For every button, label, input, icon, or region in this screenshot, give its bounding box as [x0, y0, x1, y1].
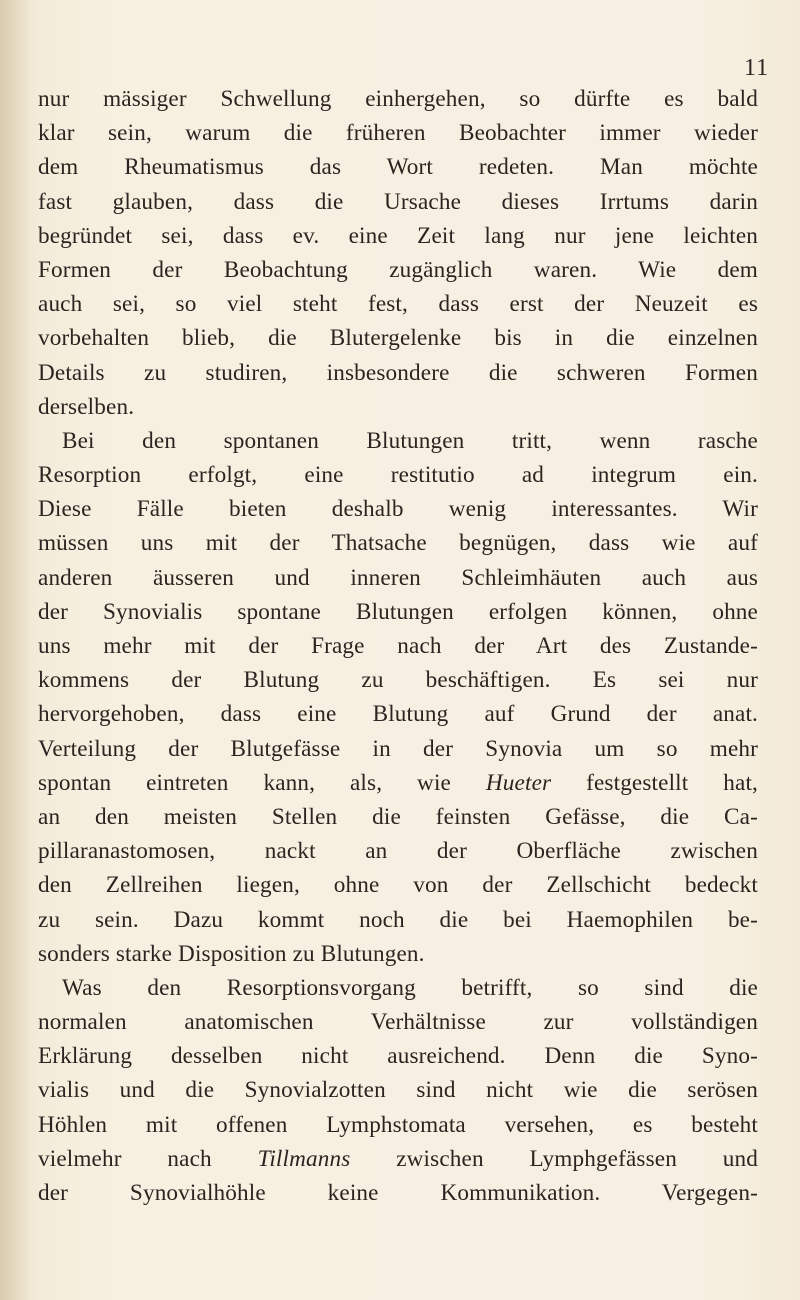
text-line: [38, 766, 758, 800]
text-line: [38, 356, 758, 390]
text-segment: Erklärung desselben nicht ausreichend. Denn die Syno-: [38, 1043, 758, 1070]
text-line: [38, 1073, 758, 1107]
text-segment: klar sein, warum die früheren Beobachter immer wieder: [38, 120, 758, 147]
text-segment: müssen uns mit der Thatsache begnügen, dass wie auf: [38, 530, 758, 557]
text-line: [38, 424, 758, 458]
text-segment: der Synovialis spontane Blutungen erfolgen können, ohne: [38, 598, 758, 625]
text-line: [38, 1176, 758, 1210]
text-line: [38, 321, 758, 355]
text-segment: normalen anatomischen Verhältnisse zur vollständigen: [38, 1009, 758, 1036]
text-segment: Bei den spontanen Blutungen tritt, wenn rasche: [62, 427, 758, 454]
text-line: [38, 116, 758, 150]
text-line: [38, 492, 758, 526]
text-line: [38, 937, 758, 971]
text-segment: uns mehr mit der Frage nach der Art des Zustande-: [38, 633, 758, 659]
text-segment: an den meisten Stellen die feinsten Gefässe, die Ca-: [38, 803, 758, 830]
text-segment: kommens der Blutung zu beschäftigen. Es sei nur: [38, 667, 758, 694]
text-segment: festgestellt hat,: [551, 769, 758, 796]
text-segment: zu sein. Dazu kommt noch die bei Haemophilen be-: [38, 906, 758, 933]
text-line: [38, 253, 758, 287]
page-gutter-shadow: [0, 0, 30, 1300]
text-segment: fast glauben, dass die Ursache dieses Irrtums darin: [38, 188, 758, 215]
text-line: [38, 732, 758, 766]
text-segment: zwischen Lymphgefässen und: [350, 1145, 758, 1172]
text-segment: Was den Resorptionsvorgang betrifft, so sind die: [62, 974, 758, 1001]
text-segment: Resorption erfolgt, eine restitutio ad integrum ein.: [38, 462, 758, 489]
body-text: [38, 82, 758, 1210]
italic-name: Hueter: [485, 769, 552, 796]
text-segment: sonders starke Disposition zu Blutungen.: [38, 940, 425, 967]
text-line: [38, 595, 758, 629]
text-line: [38, 185, 758, 219]
text-segment: spontan eintreten kann, als, wie: [38, 769, 486, 796]
text-segment: derselben.: [38, 393, 135, 420]
text-line: [38, 1005, 758, 1039]
text-line: [38, 697, 758, 731]
text-segment: Formen der Beobachtung zugänglich waren. Wie dem: [38, 256, 758, 283]
page-number: 11: [744, 55, 770, 81]
text-segment: vialis und die Synovialzotten sind nicht wie die serösen: [38, 1077, 758, 1104]
text-segment: nur mässiger Schwellung einhergehen, so dürfte es bald: [38, 86, 758, 112]
text-segment: Höhlen mit offenen Lymphstomata versehen, es besteht: [38, 1111, 758, 1138]
text-segment: vorbehalten blieb, die Blutergelenke bis in die einzelnen: [38, 325, 758, 352]
text-line: [38, 800, 758, 834]
text-segment: der Synovialhöhle keine Kommunikation. Vergegen-: [38, 1180, 758, 1206]
text-line: [38, 1108, 758, 1142]
text-line: [38, 903, 758, 937]
text-segment: den Zellreihen liegen, ohne von der Zellschicht bedeckt: [38, 872, 758, 899]
text-line: [38, 834, 758, 868]
text-segment: Details zu studiren, insbesondere die schweren Formen: [38, 359, 758, 386]
text-segment: Verteilung der Blutgefässe in der Synovia um so mehr: [38, 735, 758, 762]
text-line: [38, 629, 758, 663]
text-segment: dem Rheumatismus das Wort redeten. Man möchte: [38, 154, 758, 181]
text-line: [38, 390, 758, 424]
text-segment: anderen äusseren und inneren Schleimhäuten auch aus: [38, 564, 758, 591]
text-segment: begründet sei, dass ev. eine Zeit lang nur jene leichten: [38, 222, 758, 249]
text-segment: auch sei, so viel steht fest, dass erst der Neuzeit es: [38, 291, 758, 318]
text-line: [38, 82, 758, 116]
text-segment: pillaranastomosen, nackt an der Oberfläche zwischen: [38, 838, 758, 865]
text-segment: hervorgehoben, dass eine Blutung auf Grund der anat.: [38, 701, 758, 728]
text-line: [38, 971, 758, 1005]
text-segment: vielmehr nach: [38, 1145, 258, 1172]
text-line: [38, 526, 758, 560]
text-segment: Diese Fälle bieten deshalb wenig interessantes. Wir: [38, 496, 758, 523]
text-line: [38, 1142, 758, 1176]
text-line: [38, 458, 758, 492]
text-line: [38, 1039, 758, 1073]
text-line: [38, 219, 758, 253]
text-line: [38, 561, 758, 595]
text-line: [38, 868, 758, 902]
text-line: [38, 663, 758, 697]
italic-name: Tillmanns: [257, 1145, 351, 1172]
text-line: [38, 150, 758, 184]
text-line: [38, 287, 758, 321]
